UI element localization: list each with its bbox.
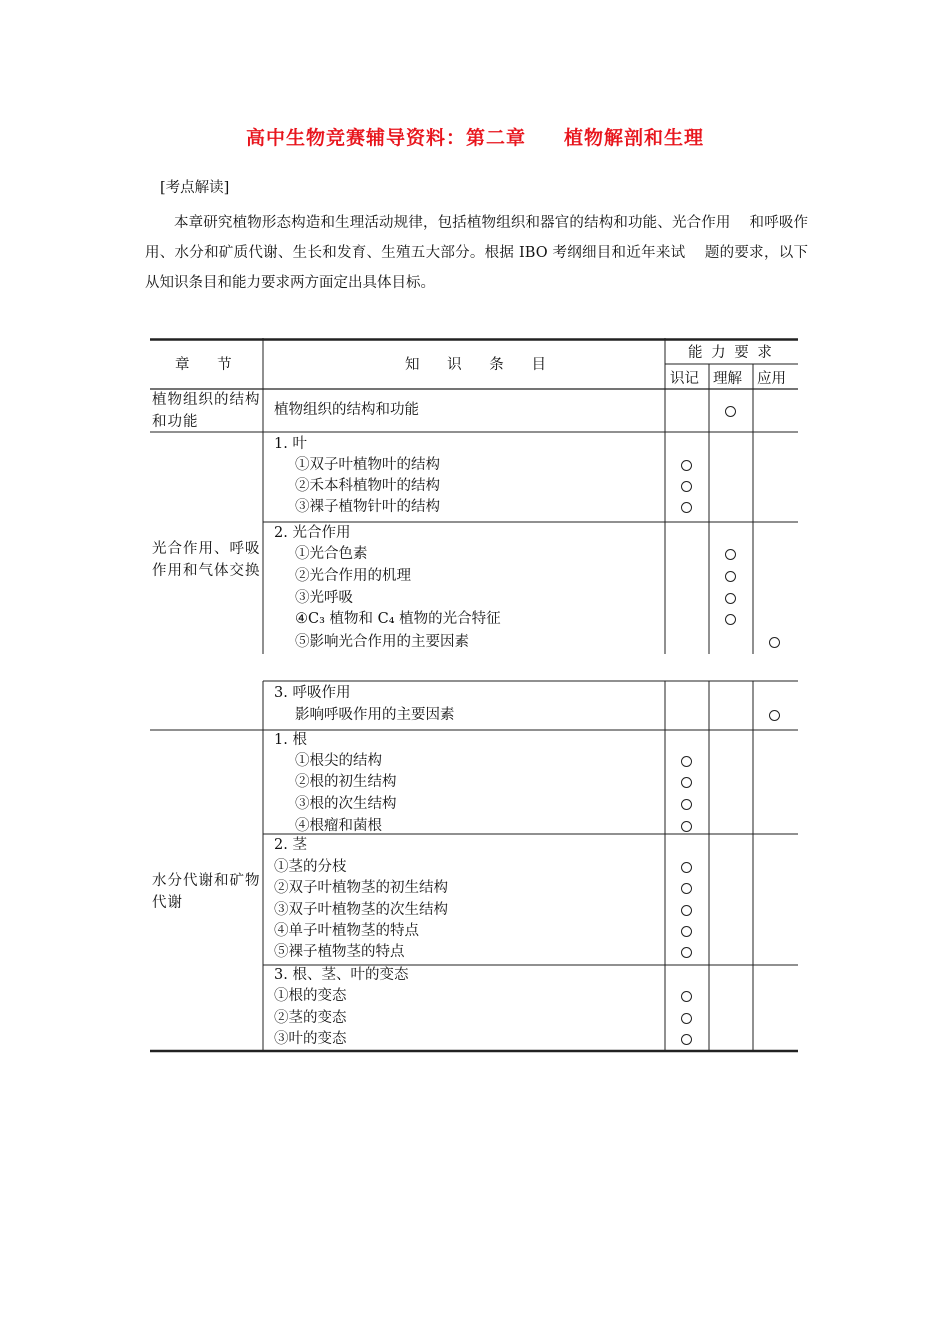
recall-mark — [681, 926, 692, 937]
objectives-table — [150, 338, 798, 1058]
knowledge-item: ②光合作用的机理 — [295, 568, 411, 584]
recall-mark — [681, 756, 692, 767]
knowledge-item: ①根尖的结构 — [295, 753, 382, 769]
header-knowledge: 知 识 条 目 — [405, 357, 546, 373]
knowledge-item: 3. 根、茎、叶的变态 — [274, 967, 409, 983]
knowledge-item: ②双子叶植物茎的初生结构 — [274, 880, 448, 896]
recall-mark — [681, 481, 692, 492]
knowledge-item: 1. 根 — [274, 732, 307, 748]
chapter-cell: 水分代谢和矿物代谢 — [152, 873, 261, 911]
header-ability: 能 力 要 求 — [688, 345, 774, 361]
understand-mark — [725, 406, 736, 417]
knowledge-item: ③叶的变态 — [274, 1031, 347, 1047]
recall-mark — [681, 799, 692, 810]
section-label: [考点解读] — [160, 180, 230, 196]
knowledge-item: ②根的初生结构 — [295, 774, 397, 790]
understand-mark — [725, 593, 736, 604]
knowledge-item: ①光合色素 — [295, 546, 368, 562]
header-chapter: 章 节 — [175, 357, 232, 373]
recall-mark — [681, 502, 692, 513]
recall-mark — [681, 883, 692, 894]
knowledge-item: 2. 光合作用 — [274, 525, 351, 541]
knowledge-item: ④单子叶植物茎的特点 — [274, 923, 419, 939]
understand-mark — [725, 571, 736, 582]
recall-mark — [681, 1034, 692, 1045]
intro-paragraph: 本章研究植物形态构造和生理活动规律，包括植物组织和器官的结构和功能、光合作用 和呼吸作用、水分和矿质代谢、生长和发育、生殖五大部分。根据 IBO 考纲细目和近年来试 题的要求，以下从知识条目和能力要求两方面定出具体目标。 — [145, 215, 808, 291]
header-understand: 理解 — [713, 371, 742, 387]
knowledge-item: ④C₃ 植物和 C₄ 植物的光合特征 — [295, 611, 501, 627]
apply-mark — [769, 637, 780, 648]
chapter-cell: 光合作用、呼吸作用和气体交换 — [152, 541, 261, 579]
knowledge-item: ⑤影响光合作用的主要因素 — [295, 634, 469, 650]
knowledge-item: ①双子叶植物叶的结构 — [295, 457, 440, 473]
knowledge-item: ①茎的分枝 — [274, 859, 347, 875]
understand-mark — [725, 614, 736, 625]
recall-mark — [681, 821, 692, 832]
knowledge-item: ②茎的变态 — [274, 1010, 347, 1026]
recall-mark — [681, 1013, 692, 1024]
knowledge-item: 3. 呼吸作用 — [274, 685, 351, 701]
chapter-cell: 植物组织的结构和功能 — [152, 392, 261, 430]
knowledge-item: ③根的次生结构 — [295, 796, 397, 812]
recall-mark — [681, 991, 692, 1002]
header-recall: 识记 — [670, 371, 699, 387]
apply-mark — [769, 710, 780, 721]
knowledge-item: 1. 叶 — [274, 436, 307, 452]
knowledge-item: 2. 茎 — [274, 837, 307, 853]
recall-mark — [681, 905, 692, 916]
understand-mark — [725, 549, 736, 560]
recall-mark — [681, 777, 692, 788]
knowledge-item: 影响呼吸作用的主要因素 — [295, 707, 455, 723]
recall-mark — [681, 460, 692, 471]
header-apply: 应用 — [757, 371, 786, 387]
table-grid-lines — [150, 338, 798, 1058]
recall-mark — [681, 947, 692, 958]
knowledge-item: 植物组织的结构和功能 — [274, 402, 419, 418]
knowledge-item: ③双子叶植物茎的次生结构 — [274, 902, 448, 918]
knowledge-item: ⑤裸子植物茎的特点 — [274, 944, 405, 960]
knowledge-item: ③光呼吸 — [295, 590, 353, 606]
knowledge-item: ③裸子植物针叶的结构 — [295, 499, 440, 515]
recall-mark — [681, 862, 692, 873]
knowledge-item: ②禾本科植物叶的结构 — [295, 478, 440, 494]
knowledge-item: ①根的变态 — [274, 988, 347, 1004]
knowledge-item: ④根瘤和菌根 — [295, 818, 382, 834]
page-title: 高中生物竞赛辅导资料：第二章 植物解剖和生理 — [245, 127, 705, 149]
